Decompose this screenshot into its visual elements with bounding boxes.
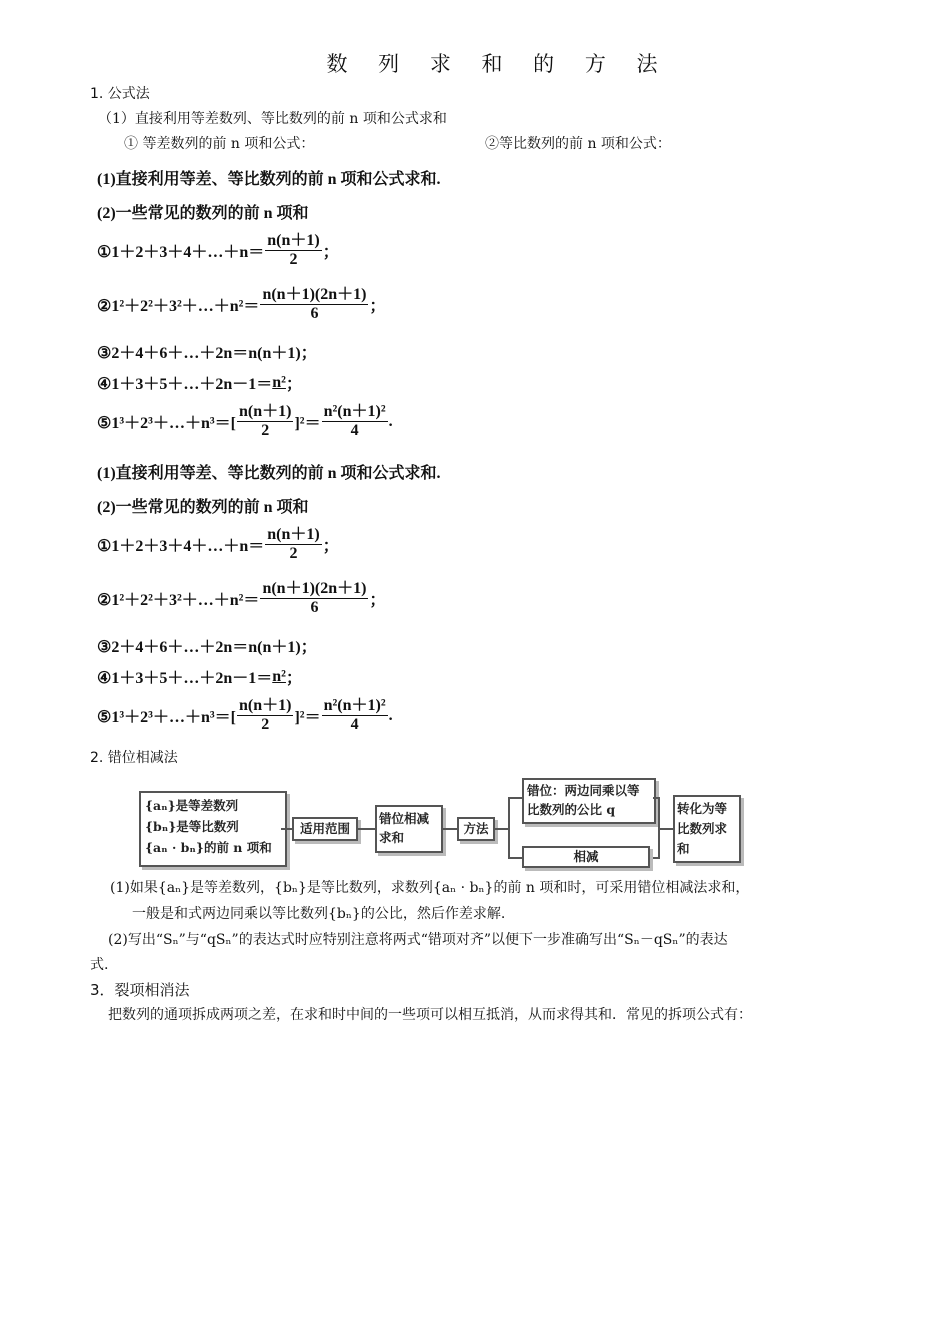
formula-mid: ]²＝ [294,709,321,726]
denominator: 2 [261,716,270,733]
condition-line-2: {bₙ}是等比数列 [145,819,239,834]
note-1: (1)如果{aₙ}是等差数列，{bₙ}是等比数列，求数列{aₙ · bₙ}的前 n 项和时，可采用错位相减法求和， [110,880,750,896]
denominator: 6 [310,599,319,616]
denominator: 4 [350,716,359,733]
formula-left: ⑤1³＋2³＋…＋n³＝[ [97,415,236,432]
fraction [237,403,293,440]
formula-left: ⑤1³＋2³＋…＋n³＝[ [97,709,236,726]
formula-left: ④1＋3＋5＋…＋2n－1＝ [97,376,273,393]
numerator: n(n＋1)(2n＋1) [262,286,367,303]
section1-line2b: ②等比数列的前 n 项和公式： [485,136,671,152]
note-2: 一般是和式两边同乘以等比数列{bₙ}的公比，然后作差求解. [132,906,506,922]
formula-end: ； [369,298,386,315]
block1-formula5 [97,403,393,440]
formula-left: ①1＋2＋3＋4＋…＋n＝ [97,244,265,261]
formula-mid: ]²＝ [294,415,321,432]
section1-line1: （1）直接利用等差数列、等比数列的前 n 项和公式求和 [98,111,447,127]
result-box: 转化为等比数列求和 [673,795,741,863]
connector [658,828,674,830]
fraction [260,286,368,323]
block2-formula3: ③2＋4＋6＋…＋2n＝n(n＋1)； [97,639,317,656]
numerator: n(n＋1) [238,403,292,420]
block1-formula2 [97,286,385,323]
block1-line1: (1)直接利用等差、等比数列的前 n 项和公式求和. [97,171,441,188]
numerator: n(n＋1) [238,697,292,714]
connector [495,828,509,830]
denominator: 2 [261,422,270,439]
method-name-box: 错位相减求和 [375,805,443,853]
formula-left: ①1＋2＋3＋4＋…＋n＝ [97,538,265,555]
fraction [260,580,368,617]
section3-text: 把数列的通项拆成两项之差，在求和时中间的一些项可以相互抵消，从而求得其和．常见的拆项公式有： [108,1007,752,1023]
block1-formula4 [97,371,302,394]
underlined-term: n² [272,667,286,685]
subtract-box: 相减 [522,846,650,868]
block2-formula1 [97,526,339,563]
block1-formula1 [97,232,339,269]
section1-heading: 1. 公式法 [90,86,150,102]
numerator: n(n＋1) [267,526,320,543]
block2-line2: (2)一些常见的数列的前 n 项和 [97,499,309,516]
numerator: n(n＋1) [267,232,320,249]
note-4: 式. [90,957,109,973]
connector [441,828,458,830]
formula-end: . [388,412,393,430]
block1-formula3: ③2＋4＋6＋…＋2n＝n(n＋1)； [97,345,317,362]
numerator: n²(n＋1)² [323,697,386,714]
formula-left: ②1²＋2²＋3²＋…＋n²＝ [97,592,260,609]
denominator: 2 [289,251,298,268]
denominator: 4 [350,422,359,439]
formula-end: ； [369,592,386,609]
method-label-box: 方法 [457,817,495,841]
fraction [237,697,293,734]
formula-end: ； [322,244,339,261]
shift-box: 错位：两边同乘以等比数列的公比 q [522,778,656,824]
numerator: n²(n＋1)² [323,403,386,420]
note-3: (2)写出“Sₙ”与“qSₙ”的表达式时应特别注意将两式“错项对齐”以便下一步准确写出“Sₙ－qSₙ”的表达 [108,932,728,948]
block2-formula5 [97,697,393,734]
scope-box: 适用范围 [292,817,358,841]
formula-left: ②1²＋2²＋3²＋…＋n²＝ [97,298,260,315]
formula-left: ④1＋3＋5＋…＋2n－1＝ [97,670,273,687]
section1-line2a: ① 等差数列的前 n 项和公式： [124,136,315,152]
fraction [265,232,321,269]
condition-box [139,791,287,867]
block1-line2: (2)一些常见的数列的前 n 项和 [97,205,309,222]
block2-formula2 [97,580,385,617]
connector [508,797,523,799]
underlined-term: n² [272,373,286,391]
denominator: 6 [310,305,319,322]
branch-line [508,797,510,859]
denominator: 2 [289,545,298,562]
formula-end: . [388,706,393,724]
formula-end: ； [322,538,339,555]
connector [508,857,523,859]
block2-formula4 [97,665,302,688]
fraction [322,403,388,440]
formula-end: ； [285,670,302,687]
fraction [322,697,388,734]
condition-line-1: {aₙ}是等差数列 [145,798,239,813]
fraction [265,526,321,563]
block2-line1: (1)直接利用等差、等比数列的前 n 项和公式求和. [97,465,441,482]
formula-end: ； [285,376,302,393]
page-title: 数 列 求 和 的 方 法 [326,52,670,76]
section2-heading: 2. 错位相减法 [90,750,178,766]
connector [358,828,375,830]
section3-heading: 3．裂项相消法 [90,981,190,999]
condition-line-3: {aₙ · bₙ}的前 n 项和 [145,840,272,855]
numerator: n(n＋1)(2n＋1) [262,580,367,597]
